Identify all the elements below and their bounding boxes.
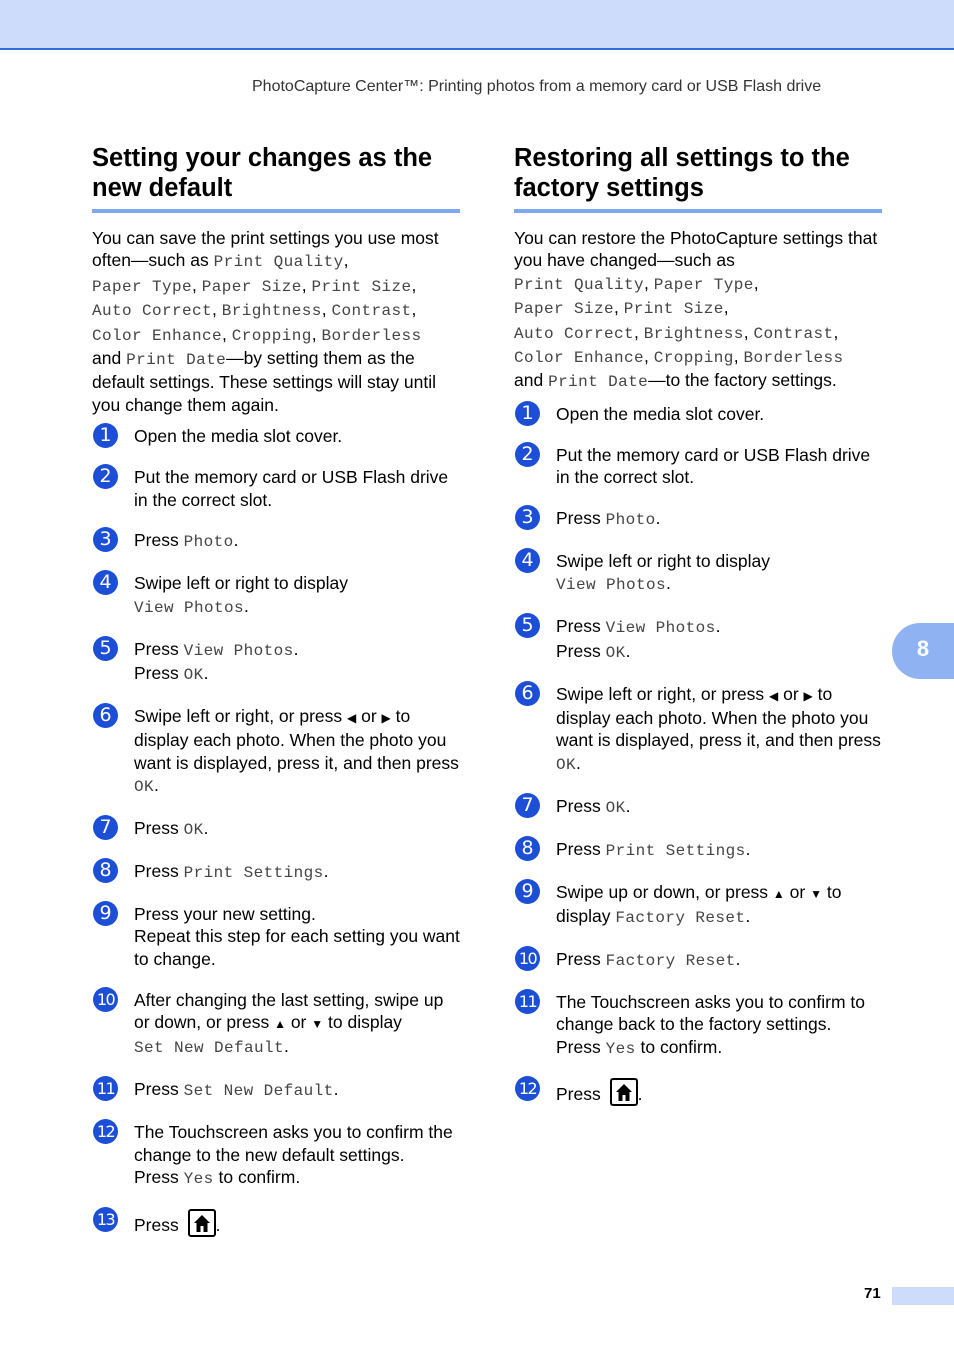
step-item: 2 Put the memory card or USB Flash drive in the correct slot. bbox=[92, 466, 462, 511]
step-item: 4 Swipe left or right to display View Photos. bbox=[92, 572, 462, 619]
running-header: PhotoCapture Center™: Printing photos from a memory card or USB Flash drive bbox=[252, 78, 822, 95]
step-item: 4 Swipe left or right to display View Photos. bbox=[514, 550, 884, 597]
up-arrow-icon: ▲ bbox=[772, 886, 785, 901]
step-item: 1 Open the media slot cover. bbox=[92, 425, 462, 447]
step-list bbox=[92, 425, 462, 1237]
step-number: 3 bbox=[515, 505, 540, 530]
step-item: 9 Swipe up or down, or press ▲ or ▼ to display Factory Reset. bbox=[514, 881, 884, 930]
right-section bbox=[514, 143, 884, 1125]
page-number: 71 bbox=[864, 1285, 881, 1302]
step-item: 1 Open the media slot cover. bbox=[514, 403, 884, 425]
left-arrow-icon: ◀ bbox=[769, 688, 779, 703]
step-item: 6 Swipe left or right, or press ◀ or ▶ to display each photo. When the photo you want is displayed, press it, and then press OK. bbox=[514, 683, 884, 777]
step-number: 2 bbox=[93, 464, 118, 489]
step-number: 11 bbox=[93, 1076, 118, 1101]
intro-paragraph: You can save the print settings you use most often—such as Print Quality, Paper Type, Paper Size, Print Size, Auto Correct, Brightness, Contrast, Color Enhance, Cropping, Borderless and Print Date—by setting them as the default settings. These settings will stay until you change them again. bbox=[92, 228, 439, 415]
step-item: 2 Put the memory card or USB Flash drive in the correct slot. bbox=[514, 444, 884, 489]
right-arrow-icon: ▶ bbox=[803, 688, 813, 703]
step-number: 9 bbox=[515, 879, 540, 904]
top-banner bbox=[0, 0, 954, 50]
home-icon bbox=[610, 1078, 638, 1106]
step-item: 10 Press Factory Reset. bbox=[514, 948, 884, 972]
step-number: 8 bbox=[93, 858, 118, 883]
step-item: 12 The Touchscreen asks you to confirm the change to the new default settings. Press Yes to confirm. bbox=[92, 1121, 462, 1190]
step-number: 12 bbox=[93, 1119, 118, 1144]
down-arrow-icon: ▼ bbox=[311, 1017, 324, 1032]
step-item: 11 Press Set New Default. bbox=[92, 1078, 462, 1102]
step-number: 1 bbox=[93, 423, 118, 448]
step-item: 10 After changing the last setting, swipe up or down, or press ▲ or ▼ to display Set New Default. bbox=[92, 989, 462, 1060]
left-arrow-icon: ◀ bbox=[347, 711, 357, 725]
step-number: 6 bbox=[93, 703, 118, 728]
step-number: 4 bbox=[93, 570, 118, 595]
step-number: 13 bbox=[93, 1207, 118, 1232]
step-item: 11 The Touchscreen asks you to confirm to change back to the factory settings. Press Yes to confirm. bbox=[514, 991, 884, 1060]
section-title: Restoring all settings to the factory settings bbox=[514, 143, 882, 213]
up-arrow-icon: ▲ bbox=[274, 1017, 286, 1032]
step-number: 10 bbox=[93, 987, 118, 1012]
right-arrow-icon: ▶ bbox=[381, 711, 391, 725]
step-number: 9 bbox=[93, 901, 118, 926]
left-section bbox=[92, 143, 462, 1256]
step-item: 3 Press Photo. bbox=[92, 529, 462, 553]
section-title: Setting your changes as the new default bbox=[92, 143, 460, 213]
step-number: 5 bbox=[515, 613, 540, 638]
step-number: 2 bbox=[515, 442, 540, 467]
step-number: 11 bbox=[515, 989, 540, 1014]
step-item: 7 Press OK. bbox=[514, 795, 884, 819]
step-list bbox=[514, 403, 884, 1107]
step-number: 4 bbox=[515, 548, 540, 573]
step-item: 8 Press Print Settings. bbox=[92, 860, 462, 884]
step-item: 12 Press . bbox=[514, 1078, 884, 1106]
step-item: 3 Press Photo. bbox=[514, 507, 884, 531]
step-item: 5 Press View Photos. Press OK. bbox=[514, 615, 884, 664]
step-number: 12 bbox=[515, 1076, 540, 1101]
step-number: 6 bbox=[515, 681, 540, 706]
step-item: 6 Swipe left or right, or press ◀ or ▶ to display each photo. When the photo you want is displayed, press it, and then press OK. bbox=[92, 705, 462, 799]
step-item: 7 Press OK. bbox=[92, 817, 462, 841]
step-item: 9 Press your new setting. Repeat this step for each setting you want to change. bbox=[92, 903, 462, 970]
down-arrow-icon: ▼ bbox=[810, 886, 822, 901]
step-item: 13 Press . bbox=[92, 1209, 462, 1237]
step-number: 3 bbox=[93, 527, 118, 552]
step-number: 1 bbox=[515, 401, 540, 426]
chapter-tab: 8 bbox=[892, 623, 954, 679]
step-item: 5 Press View Photos. Press OK. bbox=[92, 638, 462, 687]
home-icon bbox=[188, 1209, 216, 1237]
page-number-bar bbox=[892, 1287, 954, 1305]
step-number: 10 bbox=[515, 946, 540, 971]
step-number: 7 bbox=[515, 793, 540, 818]
step-number: 8 bbox=[515, 836, 540, 861]
step-item: 8 Press Print Settings. bbox=[514, 838, 884, 862]
step-number: 7 bbox=[93, 815, 118, 840]
intro-paragraph: You can restore the PhotoCapture settings that you have changed—such as Print Quality, Paper Type, Paper Size, Print Size, Auto Correct, Brightness, Contrast, Color Enhance, Cropping, Borderless and Print Date—to the factory settings. bbox=[514, 228, 878, 392]
step-number: 5 bbox=[93, 636, 118, 661]
